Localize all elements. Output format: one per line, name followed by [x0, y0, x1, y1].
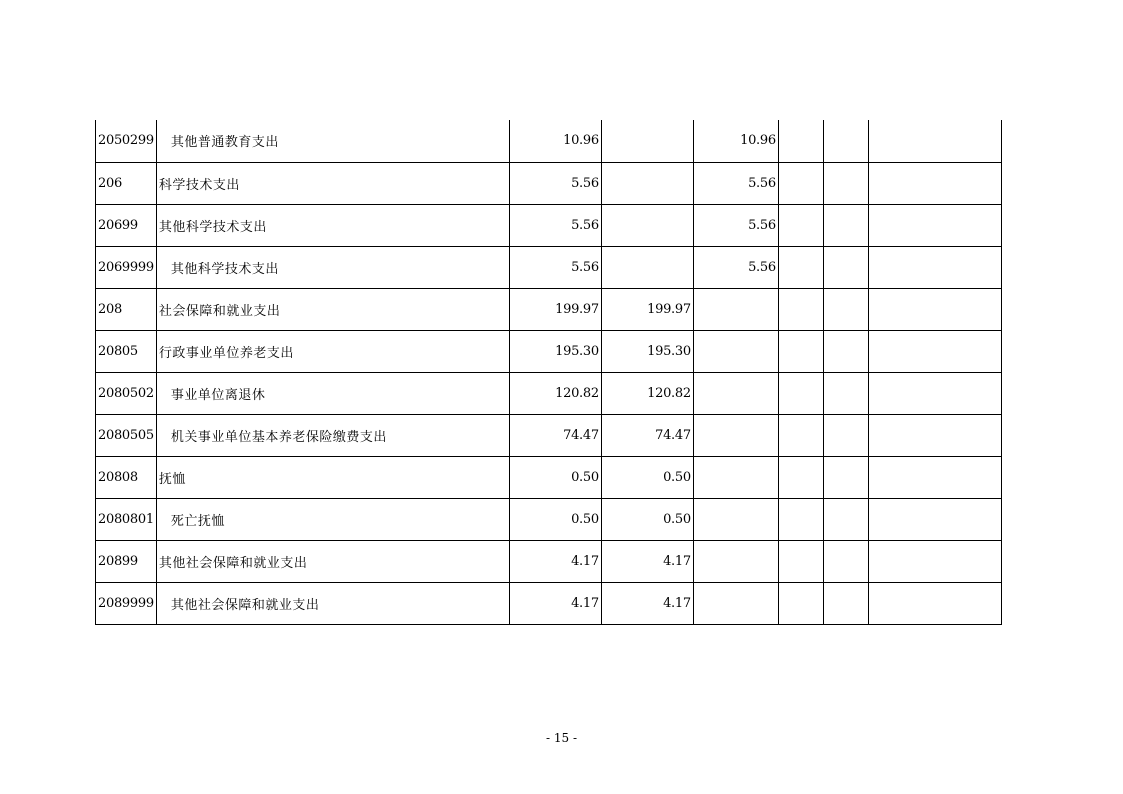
cell-project-expenditure — [693, 498, 778, 540]
cell-empty — [823, 120, 868, 162]
cell-total: 0.50 — [509, 498, 601, 540]
cell-item-name: 抚恤 — [156, 456, 509, 498]
cell-total: 5.56 — [509, 204, 601, 246]
cell-code: 2050299 — [96, 120, 157, 162]
cell-code: 208 — [96, 288, 157, 330]
page-number: - 15 - — [545, 731, 577, 745]
cell-empty — [823, 414, 868, 456]
cell-empty — [823, 498, 868, 540]
cell-item-name: 社会保障和就业支出 — [156, 288, 509, 330]
cell-basic-expenditure: 4.17 — [601, 582, 693, 624]
cell-empty — [868, 498, 1001, 540]
table-row — [96, 120, 1002, 162]
cell-basic-expenditure: 199.97 — [601, 288, 693, 330]
cell-project-expenditure — [693, 456, 778, 498]
cell-empty — [868, 120, 1001, 162]
cell-project-expenditure: 5.56 — [693, 246, 778, 288]
cell-basic-expenditure — [601, 246, 693, 288]
cell-project-expenditure — [693, 540, 778, 582]
cell-total: 10.96 — [509, 120, 601, 162]
cell-project-expenditure — [693, 288, 778, 330]
cell-empty — [823, 540, 868, 582]
table-row — [96, 330, 1002, 372]
cell-empty — [823, 372, 868, 414]
cell-empty — [778, 162, 823, 204]
expenditure-table-container — [95, 120, 1002, 625]
cell-empty — [868, 330, 1001, 372]
table-row — [96, 456, 1002, 498]
cell-empty — [778, 456, 823, 498]
cell-total: 5.56 — [509, 246, 601, 288]
cell-project-expenditure: 5.56 — [693, 204, 778, 246]
cell-code: 2080505 — [96, 414, 157, 456]
cell-item-name: 死亡抚恤 — [156, 498, 509, 540]
cell-total: 195.30 — [509, 330, 601, 372]
cell-basic-expenditure: 120.82 — [601, 372, 693, 414]
cell-project-expenditure — [693, 330, 778, 372]
cell-item-name: 其他科学技术支出 — [156, 246, 509, 288]
cell-empty — [778, 330, 823, 372]
cell-item-name: 其他社会保障和就业支出 — [156, 582, 509, 624]
table-row — [96, 288, 1002, 330]
cell-empty — [778, 540, 823, 582]
cell-basic-expenditure: 0.50 — [601, 498, 693, 540]
cell-empty — [823, 162, 868, 204]
cell-item-name: 行政事业单位养老支出 — [156, 330, 509, 372]
cell-empty — [868, 288, 1001, 330]
cell-project-expenditure: 10.96 — [693, 120, 778, 162]
cell-item-name: 机关事业单位基本养老保险缴费支出 — [156, 414, 509, 456]
cell-code: 20808 — [96, 456, 157, 498]
cell-empty — [868, 162, 1001, 204]
cell-empty — [823, 456, 868, 498]
table-row — [96, 540, 1002, 582]
cell-basic-expenditure — [601, 120, 693, 162]
cell-empty — [778, 246, 823, 288]
cell-empty — [778, 204, 823, 246]
cell-empty — [868, 414, 1001, 456]
cell-item-name: 其他社会保障和就业支出 — [156, 540, 509, 582]
cell-total: 199.97 — [509, 288, 601, 330]
cell-empty — [823, 204, 868, 246]
cell-total: 4.17 — [509, 540, 601, 582]
cell-code: 2080801 — [96, 498, 157, 540]
cell-project-expenditure — [693, 414, 778, 456]
cell-code: 2069999 — [96, 246, 157, 288]
table-row — [96, 372, 1002, 414]
cell-basic-expenditure: 195.30 — [601, 330, 693, 372]
cell-total: 0.50 — [509, 456, 601, 498]
cell-basic-expenditure: 74.47 — [601, 414, 693, 456]
cell-item-name: 科学技术支出 — [156, 162, 509, 204]
cell-empty — [868, 582, 1001, 624]
cell-project-expenditure — [693, 372, 778, 414]
table-body — [96, 120, 1002, 624]
cell-empty — [778, 120, 823, 162]
cell-basic-expenditure — [601, 162, 693, 204]
cell-code: 20899 — [96, 540, 157, 582]
cell-item-name: 其他普通教育支出 — [156, 120, 509, 162]
cell-project-expenditure: 5.56 — [693, 162, 778, 204]
cell-empty — [778, 372, 823, 414]
cell-empty — [868, 540, 1001, 582]
cell-basic-expenditure — [601, 204, 693, 246]
cell-empty — [823, 246, 868, 288]
cell-total: 74.47 — [509, 414, 601, 456]
cell-empty — [868, 456, 1001, 498]
cell-empty — [823, 582, 868, 624]
cell-empty — [778, 414, 823, 456]
cell-empty — [868, 372, 1001, 414]
table-row — [96, 162, 1002, 204]
table-row — [96, 414, 1002, 456]
cell-empty — [823, 288, 868, 330]
cell-item-name: 事业单位离退休 — [156, 372, 509, 414]
cell-code: 20699 — [96, 204, 157, 246]
cell-total: 120.82 — [509, 372, 601, 414]
table-row — [96, 498, 1002, 540]
expenditure-table — [95, 120, 1002, 625]
cell-empty — [868, 204, 1001, 246]
cell-empty — [778, 498, 823, 540]
cell-basic-expenditure: 4.17 — [601, 540, 693, 582]
cell-code: 2089999 — [96, 582, 157, 624]
cell-empty — [868, 246, 1001, 288]
cell-basic-expenditure: 0.50 — [601, 456, 693, 498]
cell-code: 206 — [96, 162, 157, 204]
cell-empty — [778, 582, 823, 624]
cell-total: 4.17 — [509, 582, 601, 624]
table-row — [96, 246, 1002, 288]
cell-code: 2080502 — [96, 372, 157, 414]
cell-item-name: 其他科学技术支出 — [156, 204, 509, 246]
cell-project-expenditure — [693, 582, 778, 624]
cell-total: 5.56 — [509, 162, 601, 204]
cell-empty — [823, 330, 868, 372]
cell-code: 20805 — [96, 330, 157, 372]
table-row — [96, 204, 1002, 246]
cell-empty — [778, 288, 823, 330]
table-row — [96, 582, 1002, 624]
